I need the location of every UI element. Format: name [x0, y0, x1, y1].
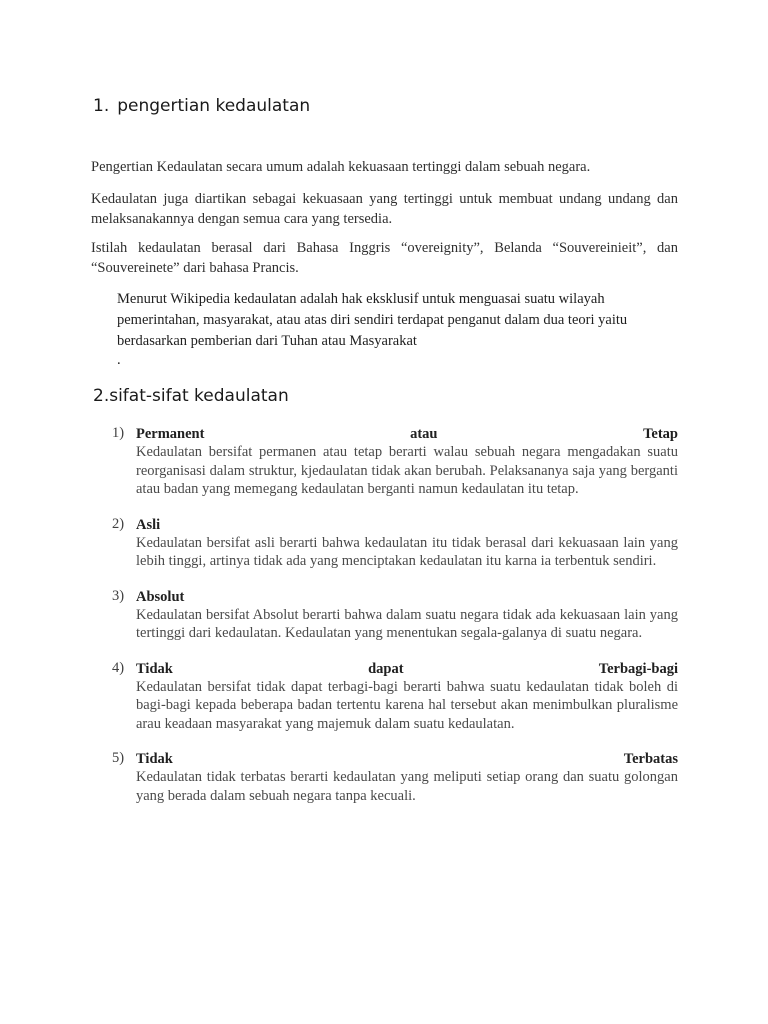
- paragraph-etymology-line2: “Souvereinete” dari bahasa Prancis.: [91, 260, 299, 276]
- list-item-number: 4): [112, 659, 125, 676]
- paragraph-meaning: [91, 189, 678, 229]
- traits-list: [112, 425, 678, 822]
- list-item: [112, 588, 678, 643]
- paragraph-meaning-line1: Kedaulatan juga diartikan sebagai kekuasaan yang tertinggi untuk membuat undang undang dan: [91, 191, 678, 207]
- section-1-number: 1.: [93, 96, 110, 116]
- list-item-number: 1): [112, 425, 125, 441]
- section-2-heading: 2.sifat-sifat kedaulatan: [93, 386, 289, 406]
- list-item-title: [136, 425, 678, 443]
- list-item-title-part: dapat: [368, 660, 404, 677]
- list-item-number: 5): [112, 750, 125, 766]
- list-item-title-part: Tetap: [643, 426, 678, 442]
- list-item-title-part: Tidak: [136, 751, 173, 767]
- list-item: [112, 660, 678, 734]
- list-item-title: [136, 660, 678, 678]
- list-item: [112, 750, 678, 805]
- list-item-number: 2): [112, 515, 125, 532]
- paragraph-wikipedia-text: Menurut Wikipedia kedaulatan adalah hak eksklusif untuk menguasai suatu wilayah pemerintahan, masyarakat, atau atas diri sendiri terdapat penganut dalam dua teori yaitu berdasarkan pemberian dari Tuhan atau Masyarakat: [117, 291, 628, 349]
- list-item-title-part: atau: [410, 426, 438, 442]
- list-item-number: 3): [112, 587, 125, 604]
- list-item-title-part: Terbagi-bagi: [598, 660, 678, 677]
- list-item-title: Absolut: [136, 588, 185, 605]
- list-item-description: Kedaulatan tidak terbatas berarti kedaulatan yang meliputi setiap orang dan suatu golongan yang berada dalam sebuah negara tanpa kecuali.: [136, 769, 678, 804]
- paragraph-definition: Pengertian Kedaulatan secara umum adalah kekuasaan tertinggi dalam sebuah negara.: [91, 159, 591, 175]
- list-item-title-part: Terbatas: [623, 751, 678, 767]
- section-1-heading: [93, 96, 310, 116]
- paragraph-wikipedia: [117, 289, 657, 368]
- paragraph-meaning-line2: melaksanakannya dengan semua cara yang tersedia.: [91, 211, 393, 227]
- list-item: [112, 425, 678, 499]
- list-item-title-part: Tidak: [136, 660, 173, 677]
- section-1-title: pengertian kedaulatan: [117, 96, 311, 116]
- list-item-description: Kedaulatan bersifat Absolut berarti bahwa dalam suatu negara tidak ada kekuasaan lain yang tertinggi dari kedaulatan. Kedaulatan yang menentukan segala-galanya di suatu negara.: [136, 606, 678, 641]
- paragraph-etymology-line1: Istilah kedaulatan berasal dari Bahasa Inggris “overeignity”, Belanda “Souvereinieit”, dan: [91, 240, 678, 256]
- list-item-description: Kedaulatan bersifat tidak dapat terbagi-bagi berarti bahwa suatu kedaulatan tidak boleh di bagi-bagi kepada beberapa badan tertentu karena hal tersebut akan menimbulkan pluralisme arau keadaan masyarakat yang majemuk dalam suatu kedaulatan.: [136, 678, 678, 732]
- list-item-title-part: Permanent: [136, 426, 205, 442]
- paragraph-wikipedia-dot: .: [117, 352, 121, 368]
- paragraph-etymology: [91, 238, 678, 278]
- list-item-description: Kedaulatan bersifat permanen atau tetap berarti walau sebuah negara mengadakan suatu reorganisasi dalam struktur, kjedaulatan tidak akan berubah. Pelaksananya saja yang berganti atau badan yang memegang kedaulatan berganti namun kedaulatan itu tetap.: [136, 444, 678, 497]
- list-item: [112, 516, 678, 571]
- list-item-title: Asli: [136, 516, 161, 533]
- list-item-title: [136, 750, 678, 768]
- list-item-description: Kedaulatan bersifat asli berarti bahwa kedaulatan itu tidak berasal dari kekuasaan lain yang lebih tinggi, artinya tidak ada yang menciptakan kedaulatan itu karna ia terbentuk sendiri.: [136, 534, 678, 569]
